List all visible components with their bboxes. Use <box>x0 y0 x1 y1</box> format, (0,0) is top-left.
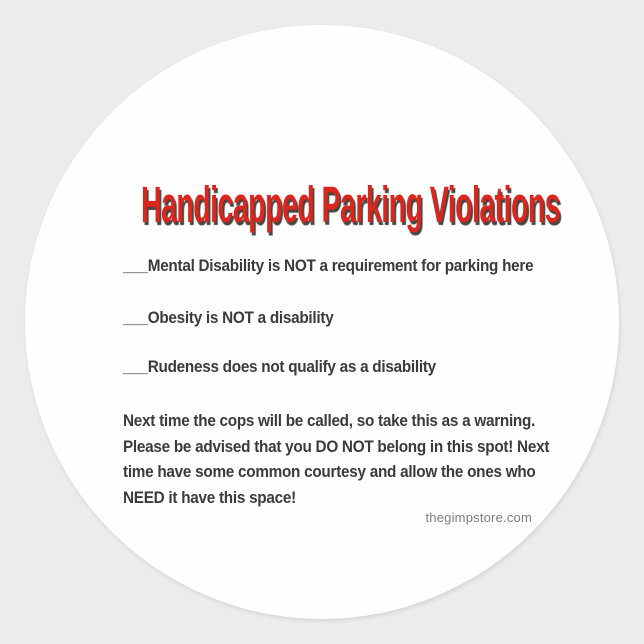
warning-paragraph <box>123 408 549 510</box>
store-credit: thegimpstore.com <box>425 510 532 525</box>
warning-line: Next time the cops will be called, so take this as a warning. <box>123 411 536 430</box>
sticker-circle <box>25 25 619 619</box>
warning-line: time have some common courtesy and allow the ones who <box>123 462 536 481</box>
violation-item-rudeness: ___Rudeness does not qualify as a disability <box>123 357 436 376</box>
sticker-title: Handicapped Parking Violations <box>141 176 561 233</box>
violation-item-obesity: ___Obesity is NOT a disability <box>123 308 334 327</box>
warning-line: NEED it have this space! <box>123 487 296 507</box>
warning-line: Please be advised that you DO NOT belong in this spot! Next <box>123 436 550 456</box>
violation-item-mental-disability: ___Mental Disability is NOT a requirement for parking here <box>123 256 534 275</box>
